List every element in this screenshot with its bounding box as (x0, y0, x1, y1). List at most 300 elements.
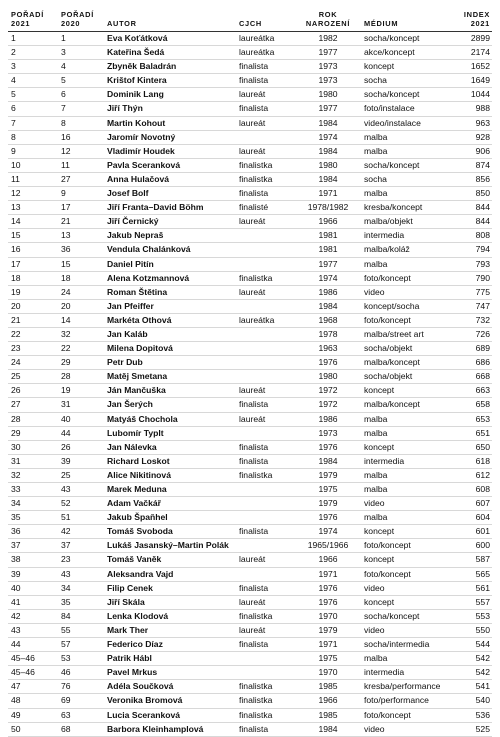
cell-cjch: laureát (236, 412, 294, 426)
cell-cjch: laureát (236, 623, 294, 637)
cell-rank-2020: 31 (58, 398, 104, 412)
cell-index: 607 (452, 497, 492, 511)
cell-medium: kresba/koncept (361, 201, 452, 215)
cell-autor: Daniel Pitín (104, 257, 236, 271)
cell-index: 1044 (452, 88, 492, 102)
table-header (8, 10, 492, 32)
cell-rank-2020: 6 (58, 88, 104, 102)
table-row (8, 440, 492, 454)
cell-index: 541 (452, 680, 492, 694)
cell-cjch: finalistka (236, 468, 294, 482)
cell-index: 844 (452, 215, 492, 229)
cell-medium: foto/koncept (361, 313, 452, 327)
cell-medium: koncept (361, 525, 452, 539)
cell-rok-narozeni: 1973 (294, 74, 361, 88)
cell-autor: Lenka Klodová (104, 609, 236, 623)
cell-cjch: laureát (236, 215, 294, 229)
cell-index: 600 (452, 539, 492, 553)
table-row (8, 539, 492, 553)
cell-rank-2021: 20 (8, 299, 58, 313)
table-row (8, 172, 492, 186)
table-row (8, 468, 492, 482)
cell-rank-2021: 4 (8, 74, 58, 88)
cell-index: 874 (452, 158, 492, 172)
cell-rank-2021: 33 (8, 483, 58, 497)
cell-rank-2021: 6 (8, 102, 58, 116)
cell-autor: Jan Kaláb (104, 327, 236, 341)
cell-cjch (236, 130, 294, 144)
cell-autor: Barbora Kleinhamplová (104, 722, 236, 736)
table-row (8, 680, 492, 694)
table-row (8, 229, 492, 243)
cell-rank-2021: 11 (8, 172, 58, 186)
cell-cjch: laureát (236, 553, 294, 567)
cell-rok-narozeni: 1986 (294, 412, 361, 426)
cell-autor: Jiří Franta–David Böhm (104, 201, 236, 215)
table-row (8, 88, 492, 102)
table-row (8, 652, 492, 666)
table-row (8, 638, 492, 652)
cell-rank-2020: 55 (58, 623, 104, 637)
cell-medium: video (361, 497, 452, 511)
cell-rok-narozeni: 1981 (294, 243, 361, 257)
cell-rok-narozeni: 1970 (294, 609, 361, 623)
ranking-table (8, 10, 492, 737)
cell-rank-2020: 15 (58, 257, 104, 271)
cell-cjch (236, 497, 294, 511)
cell-cjch: finalistka (236, 694, 294, 708)
cell-cjch: finalista (236, 525, 294, 539)
cell-rok-narozeni: 1986 (294, 285, 361, 299)
cell-index: 544 (452, 638, 492, 652)
cell-rank-2021: 10 (8, 158, 58, 172)
cell-medium: foto/koncept (361, 271, 452, 285)
cell-medium: malba/street art (361, 327, 452, 341)
cell-rank-2021: 5 (8, 88, 58, 102)
cell-rank-2021: 24 (8, 356, 58, 370)
cell-rank-2021: 43 (8, 623, 58, 637)
cell-cjch: laureát (236, 116, 294, 130)
cell-rank-2021: 36 (8, 525, 58, 539)
cell-rank-2020: 40 (58, 412, 104, 426)
cell-index: 906 (452, 144, 492, 158)
table-row (8, 722, 492, 736)
cell-autor: Filip Cenek (104, 581, 236, 595)
cell-rank-2020: 29 (58, 356, 104, 370)
table-row (8, 243, 492, 257)
cell-rok-narozeni: 1975 (294, 483, 361, 497)
cell-rok-narozeni: 1984 (294, 454, 361, 468)
cell-cjch: finalista (236, 638, 294, 652)
cell-rank-2021: 26 (8, 384, 58, 398)
cell-medium: malba/koncept (361, 398, 452, 412)
cell-cjch: finalistka (236, 271, 294, 285)
table-body (8, 32, 492, 737)
cell-index: 808 (452, 229, 492, 243)
cell-rank-2021: 15 (8, 229, 58, 243)
cell-medium: koncept (361, 60, 452, 74)
cell-rank-2021: 14 (8, 215, 58, 229)
cell-rank-2021: 9 (8, 144, 58, 158)
cell-index: 988 (452, 102, 492, 116)
cell-rok-narozeni: 1979 (294, 468, 361, 482)
cell-autor: Marek Meduna (104, 483, 236, 497)
cell-rank-2021: 32 (8, 468, 58, 482)
cell-rok-narozeni: 1980 (294, 88, 361, 102)
cell-index: 794 (452, 243, 492, 257)
cell-rank-2021: 25 (8, 370, 58, 384)
cell-rank-2021: 39 (8, 567, 58, 581)
cell-rok-narozeni: 1966 (294, 694, 361, 708)
cell-rank-2020: 13 (58, 229, 104, 243)
cell-autor: Aleksandra Vajd (104, 567, 236, 581)
header-medium: MÉDIUM (361, 10, 452, 32)
header-cjch: CJCH (236, 10, 294, 32)
cell-medium: foto/performance (361, 694, 452, 708)
cell-rok-narozeni: 1974 (294, 130, 361, 144)
cell-autor: Adam Vačkář (104, 497, 236, 511)
cell-medium: intermedia (361, 454, 452, 468)
cell-rok-narozeni: 1968 (294, 313, 361, 327)
cell-rank-2020: 37 (58, 539, 104, 553)
cell-rok-narozeni: 1973 (294, 426, 361, 440)
cell-rok-narozeni: 1985 (294, 708, 361, 722)
cell-rank-2020: 76 (58, 680, 104, 694)
cell-autor: Kateřina Šedá (104, 46, 236, 60)
cell-rank-2021: 16 (8, 243, 58, 257)
cell-rank-2020: 12 (58, 144, 104, 158)
cell-rank-2020: 63 (58, 708, 104, 722)
cell-rok-narozeni: 1977 (294, 46, 361, 60)
table-row (8, 144, 492, 158)
cell-cjch: finalistka (236, 609, 294, 623)
cell-index: 601 (452, 525, 492, 539)
cell-rank-2021: 12 (8, 187, 58, 201)
cell-rok-narozeni: 1980 (294, 158, 361, 172)
table-row (8, 271, 492, 285)
cell-cjch (236, 539, 294, 553)
cell-autor: Roman Štětina (104, 285, 236, 299)
cell-rank-2021: 50 (8, 722, 58, 736)
cell-rok-narozeni: 1976 (294, 581, 361, 595)
cell-rok-narozeni: 1982 (294, 32, 361, 46)
table-row (8, 708, 492, 722)
cell-medium: intermedia (361, 229, 452, 243)
cell-rank-2021: 29 (8, 426, 58, 440)
cell-rank-2020: 3 (58, 46, 104, 60)
cell-autor: Jiří Černický (104, 215, 236, 229)
cell-cjch: finalista (236, 722, 294, 736)
cell-rank-2021: 31 (8, 454, 58, 468)
cell-rok-narozeni: 1963 (294, 342, 361, 356)
cell-medium: malba (361, 426, 452, 440)
cell-autor: Lubomír Typlt (104, 426, 236, 440)
cell-index: 726 (452, 327, 492, 341)
cell-medium: socha/objekt (361, 342, 452, 356)
cell-rank-2021: 13 (8, 201, 58, 215)
cell-rok-narozeni: 1978 (294, 327, 361, 341)
cell-rank-2021: 23 (8, 342, 58, 356)
cell-autor: Ján Mančuška (104, 384, 236, 398)
cell-cjch (236, 483, 294, 497)
cell-rank-2020: 23 (58, 553, 104, 567)
cell-cjch: finalistka (236, 708, 294, 722)
cell-autor: Petr Dub (104, 356, 236, 370)
cell-rank-2021: 34 (8, 497, 58, 511)
table-row (8, 356, 492, 370)
cell-rok-narozeni: 1984 (294, 722, 361, 736)
cell-medium: malba/koláž (361, 243, 452, 257)
cell-autor: Zbyněk Baladrán (104, 60, 236, 74)
table-row (8, 694, 492, 708)
cell-index: 557 (452, 595, 492, 609)
cell-rank-2020: 44 (58, 426, 104, 440)
table-row (8, 187, 492, 201)
cell-rank-2021: 40 (8, 581, 58, 595)
table-row (8, 609, 492, 623)
cell-autor: Eva Koťátková (104, 32, 236, 46)
cell-medium: koncept (361, 595, 452, 609)
table-row (8, 116, 492, 130)
cell-rank-2021: 48 (8, 694, 58, 708)
cell-rank-2020: 7 (58, 102, 104, 116)
cell-cjch: laureát (236, 88, 294, 102)
cell-medium: malba (361, 187, 452, 201)
cell-rank-2021: 18 (8, 271, 58, 285)
cell-rank-2020: 68 (58, 722, 104, 736)
cell-rank-2021: 28 (8, 412, 58, 426)
cell-rank-2020: 17 (58, 201, 104, 215)
cell-rok-narozeni: 1984 (294, 172, 361, 186)
cell-rank-2021: 41 (8, 595, 58, 609)
cell-rank-2021: 8 (8, 130, 58, 144)
cell-index: 856 (452, 172, 492, 186)
table-row (8, 32, 492, 46)
cell-cjch: finalistka (236, 158, 294, 172)
cell-medium: koncept (361, 384, 452, 398)
cell-rank-2020: 11 (58, 158, 104, 172)
cell-rok-narozeni: 1973 (294, 60, 361, 74)
cell-rok-narozeni: 1979 (294, 497, 361, 511)
cell-rank-2020: 21 (58, 215, 104, 229)
cell-cjch: laureátka (236, 32, 294, 46)
table-row (8, 384, 492, 398)
cell-rank-2020: 35 (58, 595, 104, 609)
cell-medium: malba (361, 144, 452, 158)
cell-rank-2020: 36 (58, 243, 104, 257)
table-row (8, 595, 492, 609)
cell-rok-narozeni: 1970 (294, 666, 361, 680)
cell-index: 790 (452, 271, 492, 285)
cell-cjch: laureátka (236, 46, 294, 60)
table-row (8, 257, 492, 271)
cell-medium: koncept/socha (361, 299, 452, 313)
cell-cjch (236, 243, 294, 257)
cell-medium: koncept (361, 553, 452, 567)
cell-medium: video/instalace (361, 116, 452, 130)
cell-medium: kresba/performance (361, 680, 452, 694)
cell-rank-2020: 28 (58, 370, 104, 384)
cell-index: 525 (452, 722, 492, 736)
table-row (8, 60, 492, 74)
cell-index: 793 (452, 257, 492, 271)
cell-rok-narozeni: 1976 (294, 440, 361, 454)
table-row (8, 483, 492, 497)
cell-rank-2021: 21 (8, 313, 58, 327)
cell-rank-2021: 35 (8, 511, 58, 525)
table-row (8, 426, 492, 440)
cell-medium: socha/koncept (361, 88, 452, 102)
cell-rok-narozeni: 1981 (294, 229, 361, 243)
cell-autor: Federico Díaz (104, 638, 236, 652)
cell-rank-2021: 44 (8, 638, 58, 652)
cell-rank-2021: 45–46 (8, 666, 58, 680)
cell-index: 850 (452, 187, 492, 201)
cell-rank-2021: 17 (8, 257, 58, 271)
cell-rok-narozeni: 1966 (294, 553, 361, 567)
cell-medium: video (361, 623, 452, 637)
cell-rok-narozeni: 1971 (294, 638, 361, 652)
cell-rank-2020: 43 (58, 483, 104, 497)
cell-index: 963 (452, 116, 492, 130)
cell-index: 540 (452, 694, 492, 708)
cell-rank-2020: 4 (58, 60, 104, 74)
cell-rok-narozeni: 1979 (294, 623, 361, 637)
cell-autor: Jan Nálevka (104, 440, 236, 454)
cell-rank-2021: 1 (8, 32, 58, 46)
table-row (8, 412, 492, 426)
cell-medium: foto/instalace (361, 102, 452, 116)
cell-autor: Matěj Smetana (104, 370, 236, 384)
cell-cjch: finalista (236, 60, 294, 74)
table-row (8, 398, 492, 412)
cell-rok-narozeni: 1978/1982 (294, 201, 361, 215)
cell-index: 618 (452, 454, 492, 468)
cell-cjch (236, 370, 294, 384)
cell-rank-2020: 1 (58, 32, 104, 46)
cell-rok-narozeni: 1984 (294, 144, 361, 158)
cell-autor: Alena Kotzmannová (104, 271, 236, 285)
cell-cjch: laureát (236, 384, 294, 398)
cell-autor: Josef Bolf (104, 187, 236, 201)
table-row (8, 299, 492, 313)
cell-autor: Jiří Skála (104, 595, 236, 609)
cell-rank-2020: 16 (58, 130, 104, 144)
cell-autor: Richard Loskot (104, 454, 236, 468)
cell-rok-narozeni: 1985 (294, 680, 361, 694)
table-row (8, 102, 492, 116)
cell-medium: socha/objekt (361, 370, 452, 384)
cell-medium: foto/koncept (361, 539, 452, 553)
cell-medium: foto/koncept (361, 708, 452, 722)
header-rok-narozeni: ROK NAROZENÍ (294, 10, 361, 32)
cell-rank-2020: 19 (58, 384, 104, 398)
cell-cjch (236, 356, 294, 370)
cell-cjch (236, 257, 294, 271)
cell-rok-narozeni: 1984 (294, 116, 361, 130)
cell-rank-2020: 32 (58, 327, 104, 341)
table-row (8, 497, 492, 511)
cell-autor: Anna Hulačová (104, 172, 236, 186)
cell-rank-2020: 34 (58, 581, 104, 595)
cell-autor: Lukáš Jasanský–Martin Polák (104, 539, 236, 553)
cell-rank-2021: 22 (8, 327, 58, 341)
cell-index: 775 (452, 285, 492, 299)
table-row (8, 46, 492, 60)
cell-autor: Mark Ther (104, 623, 236, 637)
cell-cjch (236, 327, 294, 341)
cell-autor: Patrik Hábl (104, 652, 236, 666)
cell-rank-2021: 49 (8, 708, 58, 722)
cell-autor: Pavel Mrkus (104, 666, 236, 680)
cell-rank-2020: 51 (58, 511, 104, 525)
cell-medium: malba (361, 483, 452, 497)
cell-rank-2020: 43 (58, 567, 104, 581)
cell-rank-2020: 25 (58, 468, 104, 482)
cell-rank-2020: 57 (58, 638, 104, 652)
cell-index: 612 (452, 468, 492, 482)
cell-autor: Jakub Špaňhel (104, 511, 236, 525)
table-row (8, 327, 492, 341)
cell-rank-2021: 19 (8, 285, 58, 299)
header-autor: AUTOR (104, 10, 236, 32)
cell-rank-2020: 18 (58, 271, 104, 285)
cell-autor: Jan Šerých (104, 398, 236, 412)
cell-medium: socha/intermedia (361, 638, 452, 652)
cell-rank-2020: 53 (58, 652, 104, 666)
cell-medium: malba (361, 511, 452, 525)
cell-cjch (236, 652, 294, 666)
cell-medium: foto/koncept (361, 567, 452, 581)
cell-autor: Pavla Sceranková (104, 158, 236, 172)
cell-index: 651 (452, 426, 492, 440)
cell-cjch: finalistka (236, 172, 294, 186)
cell-autor: Matyáš Chochola (104, 412, 236, 426)
cell-medium: socha (361, 172, 452, 186)
cell-cjch (236, 567, 294, 581)
cell-autor: Vendula Chalánková (104, 243, 236, 257)
cell-medium: socha/koncept (361, 32, 452, 46)
cell-rank-2020: 22 (58, 342, 104, 356)
cell-medium: koncept (361, 440, 452, 454)
cell-cjch: finalista (236, 454, 294, 468)
cell-autor: Martin Kohout (104, 116, 236, 130)
cell-index: 2174 (452, 46, 492, 60)
cell-index: 668 (452, 370, 492, 384)
cell-cjch: finalista (236, 74, 294, 88)
cell-index: 650 (452, 440, 492, 454)
cell-rank-2020: 84 (58, 609, 104, 623)
table-row (8, 130, 492, 144)
cell-medium: socha/koncept (361, 609, 452, 623)
cell-rank-2021: 47 (8, 680, 58, 694)
cell-rank-2021: 3 (8, 60, 58, 74)
cell-rank-2020: 46 (58, 666, 104, 680)
cell-autor: Jaromír Novotný (104, 130, 236, 144)
cell-rok-narozeni: 1966 (294, 215, 361, 229)
cell-rank-2020: 14 (58, 313, 104, 327)
cell-cjch: finalista (236, 581, 294, 595)
cell-rok-narozeni: 1976 (294, 595, 361, 609)
cell-rok-narozeni: 1976 (294, 511, 361, 525)
cell-rank-2021: 42 (8, 609, 58, 623)
cell-cjch: laureátka (236, 313, 294, 327)
cell-rank-2021: 27 (8, 398, 58, 412)
cell-autor: Dominik Lang (104, 88, 236, 102)
cell-rok-narozeni: 1975 (294, 652, 361, 666)
cell-autor: Tomáš Svoboda (104, 525, 236, 539)
cell-index: 553 (452, 609, 492, 623)
